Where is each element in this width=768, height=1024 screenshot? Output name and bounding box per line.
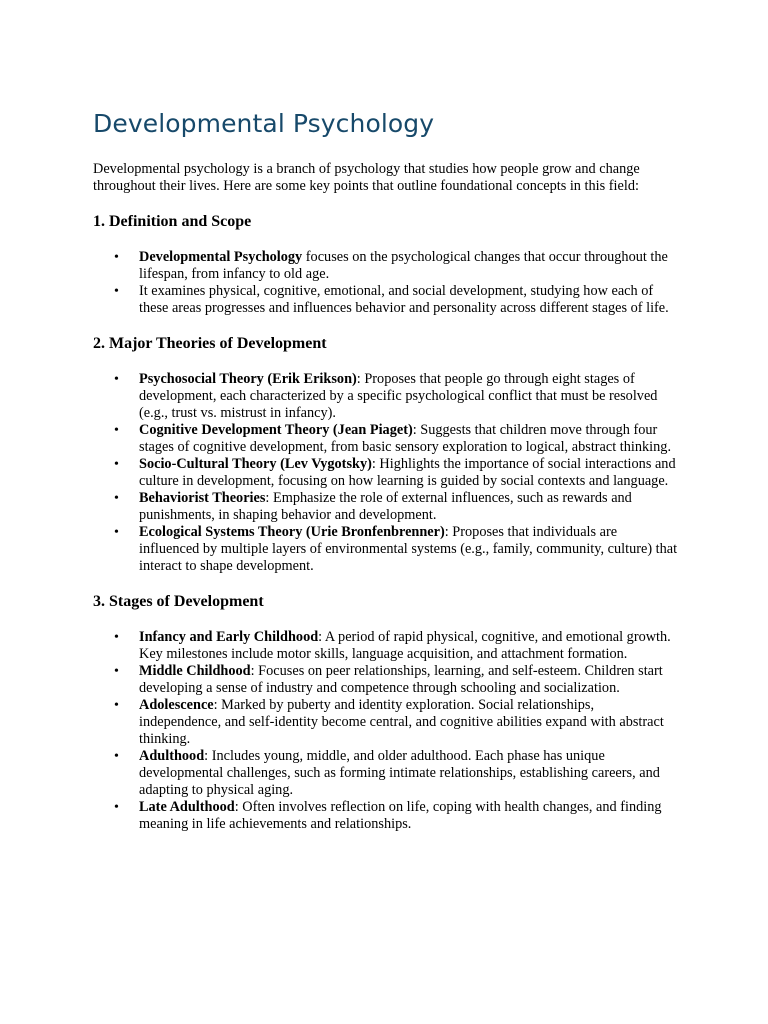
list-item-text: : Marked by puberty and identity exploration. Social relationships, independence, and self-identity become central, and cognitive abilities expand with abstract thinking. xyxy=(139,697,664,747)
list-item-term: Ecological Systems Theory (Urie Bronfenbrenner) xyxy=(139,524,445,540)
list-item-term: Cognitive Development Theory (Jean Piaget) xyxy=(139,422,413,438)
theories-list xyxy=(93,371,678,575)
list-item-text: : A period of rapid physical, cognitive, and emotional growth. Key milestones include motor skills, language acquisition, and attachment formation. xyxy=(139,629,671,662)
document-page xyxy=(93,108,678,850)
list-item-text: : Often involves reflection on life, coping with health changes, and finding meaning in life achievements and relationships. xyxy=(139,799,662,832)
list-item-text: focuses on the psychological changes that occur throughout the lifespan, from infancy to old age. xyxy=(139,249,668,282)
list-item-term: Developmental Psychology xyxy=(139,249,303,265)
list-item-text: : Suggests that children move through four stages of cognitive development, from basic sensory exploration to logical, abstract thinking. xyxy=(139,422,672,455)
bullet-icon: • xyxy=(114,457,119,472)
bullet-icon: • xyxy=(114,630,119,645)
list-item-text: : Includes young, middle, and older adulthood. Each phase has unique developmental challenges, such as forming intimate relationships, establishing careers, and adapting to physical aging. xyxy=(139,748,660,798)
list-item-term: Adulthood xyxy=(139,748,205,764)
list-item-text: : Focuses on peer relationships, learning, and self-esteem. Children start developing a sense of industry and competence through schooling and socialization. xyxy=(139,663,663,696)
list-item-term: Behaviorist Theories xyxy=(139,490,266,506)
section-heading-major-theories: 2. Major Theories of Development xyxy=(93,335,327,352)
list-item xyxy=(93,524,678,575)
bullet-icon: • xyxy=(114,284,119,299)
bullet-icon: • xyxy=(114,250,119,265)
list-item xyxy=(93,283,678,317)
bullet-icon: • xyxy=(114,525,119,540)
document-title: Developmental Psychology xyxy=(93,109,435,138)
bullet-icon: • xyxy=(114,749,119,764)
bullet-icon: • xyxy=(114,491,119,506)
definition-list xyxy=(93,249,678,317)
bullet-icon: • xyxy=(114,800,119,815)
list-item-term: Socio-Cultural Theory (Lev Vygotsky) xyxy=(139,456,372,472)
intro-paragraph: Developmental psychology is a branch of psychology that studies how people grow and change throughout their lives. Here are some key points that outline foundational concepts in this field: xyxy=(93,161,640,194)
section-heading-definition-and-scope: 1. Definition and Scope xyxy=(93,213,252,230)
list-item xyxy=(93,663,678,697)
list-item-text: : Highlights the importance of social interactions and culture in development, focusing on how learning is guided by social contexts and language. xyxy=(139,456,676,489)
stages-list xyxy=(93,629,678,833)
list-item xyxy=(93,629,678,663)
list-item xyxy=(93,422,678,456)
list-item-term: Middle Childhood xyxy=(139,663,251,679)
list-item xyxy=(93,490,678,524)
list-item-text: : Proposes that people go through eight stages of development, each characterized by a specific psychological conflict that must be resolved (e.g., trust vs. mistrust in infancy). xyxy=(139,371,658,421)
list-item xyxy=(93,249,678,283)
list-item-term: Infancy and Early Childhood xyxy=(139,629,319,645)
bullet-icon: • xyxy=(114,372,119,387)
list-item xyxy=(93,799,678,833)
list-item-text: It examines physical, cognitive, emotional, and social development, studying how each of these areas progresses and influences behavior and personality across different stages of life. xyxy=(139,283,669,316)
list-item-term: Late Adulthood xyxy=(139,799,235,815)
list-item xyxy=(93,748,678,799)
list-item-term: Adolescence xyxy=(139,697,214,713)
section-heading-stages-of-development: 3. Stages of Development xyxy=(93,593,264,610)
list-item xyxy=(93,456,678,490)
list-item-term: Psychosocial Theory (Erik Erikson) xyxy=(139,371,357,387)
list-item-text: : Emphasize the role of external influences, such as rewards and punishments, in shaping behavior and development. xyxy=(139,490,632,523)
bullet-icon: • xyxy=(114,423,119,438)
bullet-icon: • xyxy=(114,664,119,679)
bullet-icon: • xyxy=(114,698,119,713)
list-item xyxy=(93,697,678,748)
list-item-text: : Proposes that individuals are influenced by multiple layers of environmental systems (e.g., family, community, culture) that interact to shape development. xyxy=(139,524,678,574)
list-item xyxy=(93,371,678,422)
